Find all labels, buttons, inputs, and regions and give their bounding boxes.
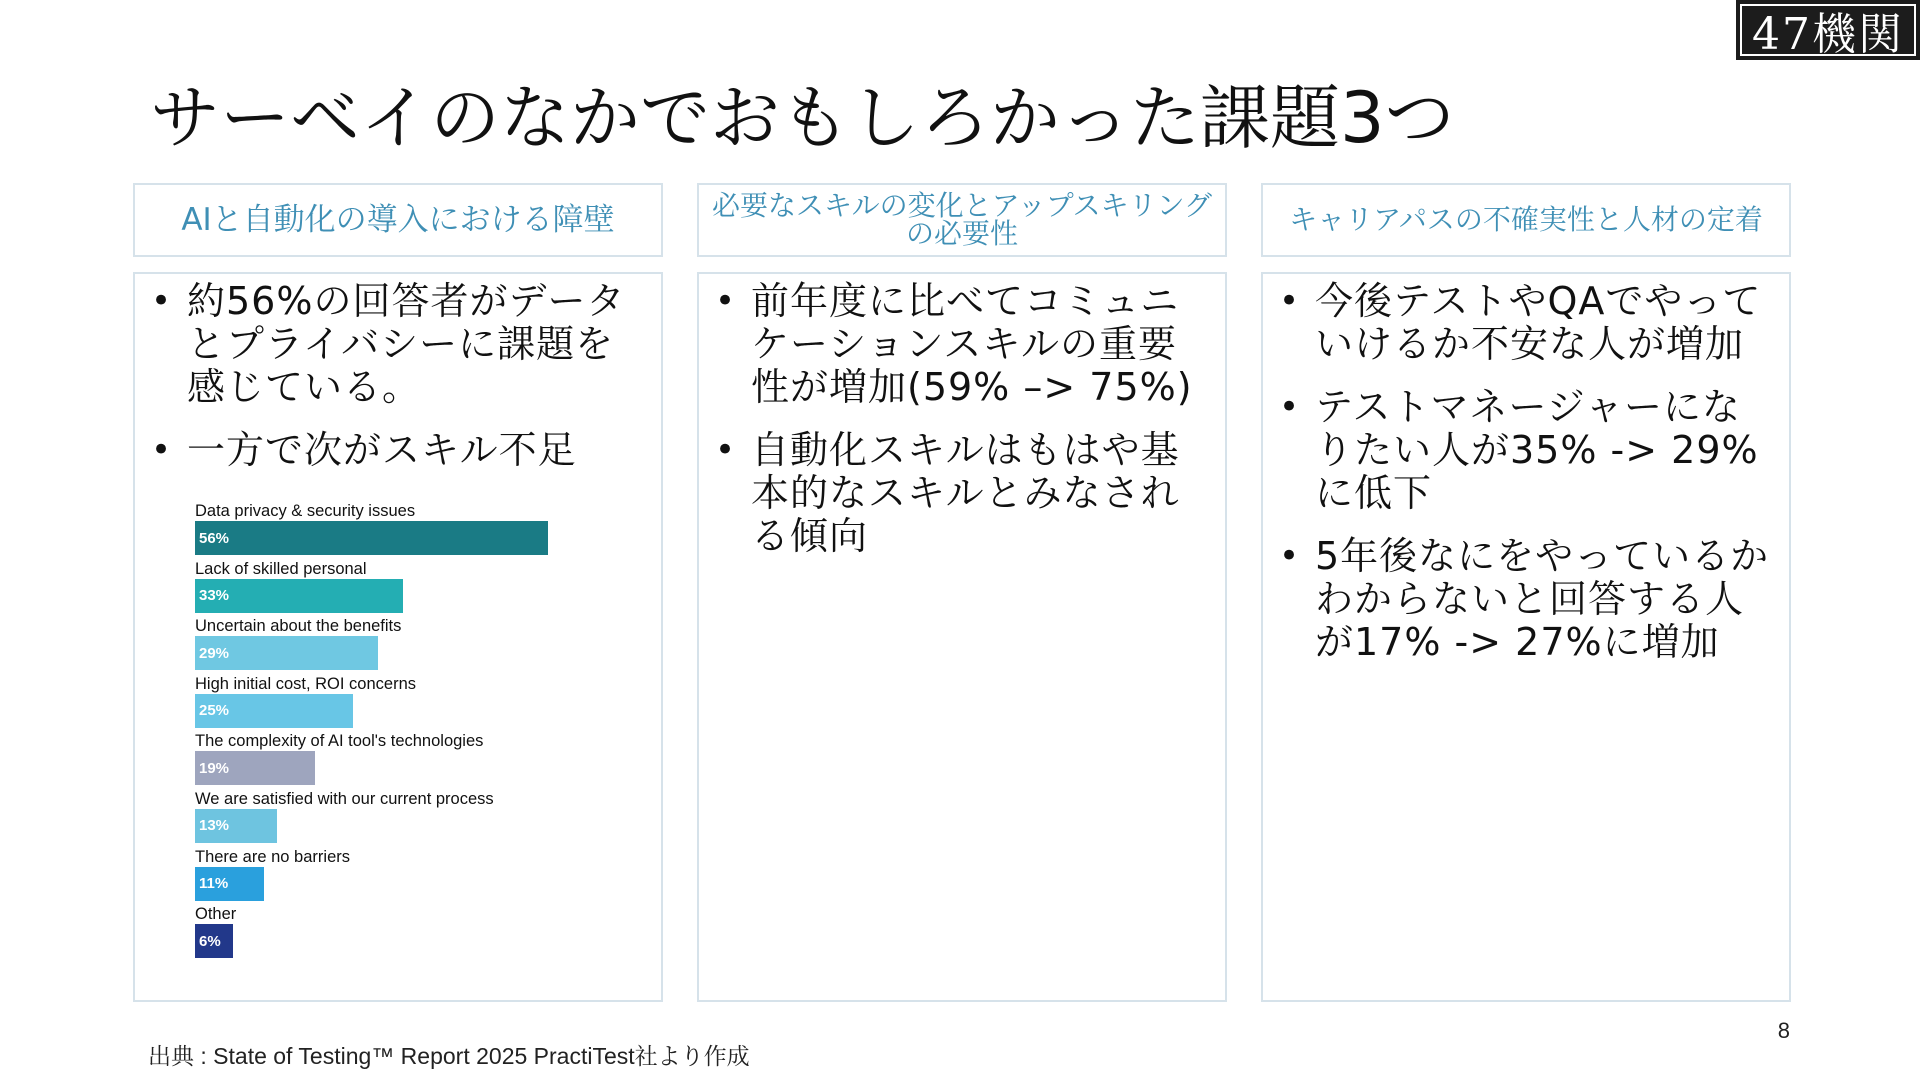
chart-value-label: 29% bbox=[199, 644, 230, 662]
company-logo bbox=[1736, 0, 1920, 60]
chart-bar-row bbox=[195, 675, 615, 733]
chart-category-label: There are no barriers bbox=[195, 847, 350, 866]
chart-bar-row bbox=[195, 848, 615, 906]
bullet-text: 5年後なにをやっているかわからないと回答する人が17% -> 27%に増加 bbox=[1315, 534, 1770, 664]
chart-bar-row bbox=[195, 560, 615, 618]
chart-value-label: 19% bbox=[199, 759, 230, 777]
bullet-text: 前年度に比べてコミュニケーションスキルの重要性が増加(59% –> 75%) bbox=[751, 279, 1193, 409]
chart-bar bbox=[195, 694, 353, 728]
bullet-list bbox=[149, 280, 647, 472]
bullet-list bbox=[1277, 280, 1775, 664]
chart-category-label: Data privacy & security issues bbox=[195, 502, 416, 520]
bullet-icon: • bbox=[1279, 387, 1301, 427]
logo-text: 47機関 bbox=[1740, 4, 1916, 56]
column-header-career: キャリアパスの不確実性と人材の定着 bbox=[1261, 183, 1791, 257]
bullet-icon: • bbox=[715, 281, 737, 321]
list-item bbox=[713, 280, 1211, 409]
column-header-skills: 必要なスキルの変化とアップスキリングの必要性 bbox=[697, 183, 1227, 257]
chart-value-label: 13% bbox=[199, 817, 230, 835]
chart-value-label: 33% bbox=[199, 587, 230, 605]
bullet-text: 今後テストやQAでやっていけるか不安な人が増加 bbox=[1315, 279, 1762, 366]
chart-category-label: Lack of skilled personal bbox=[195, 559, 367, 578]
chart-bar bbox=[195, 521, 548, 555]
barriers-bar-chart bbox=[195, 502, 615, 963]
list-item bbox=[1277, 280, 1775, 366]
chart-bar bbox=[195, 867, 264, 901]
chart-bar bbox=[195, 636, 378, 670]
page-number: 8 bbox=[1777, 1018, 1790, 1043]
bullet-icon: • bbox=[151, 430, 173, 470]
column-header-ai-barriers: AIと自動化の導入における障壁 bbox=[133, 183, 663, 257]
chart-bar bbox=[195, 579, 403, 613]
list-item bbox=[1277, 535, 1775, 664]
bullet-list bbox=[713, 280, 1211, 558]
column-body-career bbox=[1261, 272, 1791, 1002]
chart-bar bbox=[195, 924, 233, 958]
bullet-icon: • bbox=[1279, 536, 1301, 576]
slide-title: サーベイのなかでおもしろかった課題3つ bbox=[150, 77, 1455, 159]
chart-value-label: 25% bbox=[199, 702, 230, 720]
bullet-icon: • bbox=[151, 281, 173, 321]
bullet-icon: • bbox=[715, 430, 737, 470]
chart-bar bbox=[195, 751, 315, 785]
bullet-icon: • bbox=[1279, 281, 1301, 321]
bullet-text: テストマネージャーになりたい人が35% -> 29%に低下 bbox=[1315, 385, 1759, 515]
chart-bar-row bbox=[195, 732, 615, 790]
chart-category-label: High initial cost, ROI concerns bbox=[195, 674, 417, 693]
chart-value-label: 11% bbox=[199, 875, 229, 893]
column-body-ai-barriers bbox=[133, 272, 663, 1002]
list-item bbox=[149, 429, 647, 472]
bullet-text: 自動化スキルはもはや基本的なスキルとみなされる傾向 bbox=[751, 428, 1180, 558]
list-item bbox=[1277, 386, 1775, 515]
list-item bbox=[149, 280, 647, 409]
chart-bar bbox=[195, 809, 277, 843]
list-item bbox=[713, 429, 1211, 558]
chart-category-label: The complexity of AI tool's technologies bbox=[195, 732, 484, 751]
bullet-text: 一方で次がスキル不足 bbox=[187, 428, 577, 472]
chart-bar-row bbox=[195, 502, 615, 560]
chart-category-label: We are satisfied with our current process bbox=[195, 789, 494, 808]
source-citation: 出典 : State of Testing™ Report 2025 PractiTest社より作成 bbox=[148, 1043, 750, 1069]
bullet-text: 約56%の回答者がデータとプライバシーに課題を感じている。 bbox=[187, 279, 626, 409]
chart-bar-row bbox=[195, 790, 615, 848]
column-body-skills bbox=[697, 272, 1227, 1002]
chart-bar-row bbox=[195, 905, 615, 963]
chart-value-label: 6% bbox=[199, 932, 221, 950]
chart-category-label: Uncertain about the benefits bbox=[195, 617, 402, 636]
chart-bar-row bbox=[195, 617, 615, 675]
chart-category-label: Other bbox=[195, 905, 237, 924]
chart-value-label: 56% bbox=[199, 529, 230, 547]
